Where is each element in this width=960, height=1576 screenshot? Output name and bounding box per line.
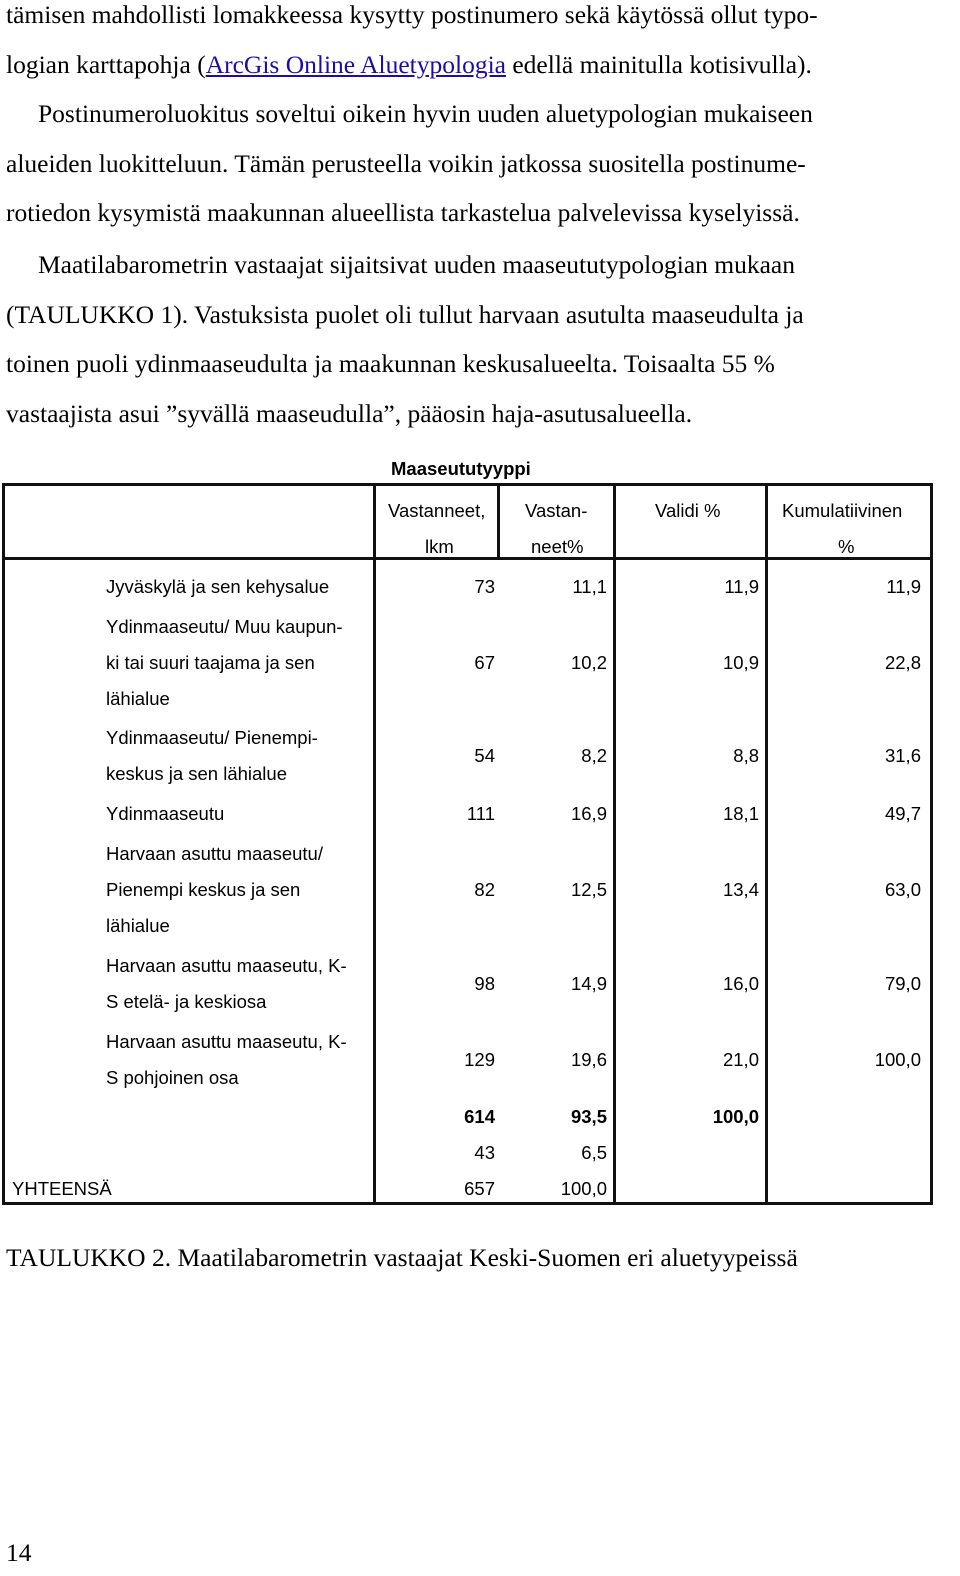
row-label-line: Ydinmaaseutu <box>106 803 225 824</box>
row-label <box>106 569 374 605</box>
row-label-line: Harvaan asuttu maaseutu/ <box>106 843 323 864</box>
text-line: (TAULUKKO 1). Vastuksista puolet oli tullut harvaan asutulta maaseudulta ja <box>6 299 804 329</box>
table-divider <box>765 483 768 1205</box>
cell-valid: 8,8 <box>733 745 759 766</box>
cell-cumulative: 63,0 <box>884 879 921 900</box>
table-caption: TAULUKKO 2. Maatilabarometrin vastaajat Keski-Suomen eri aluetyypeissä <box>6 1243 798 1272</box>
cell-count: 129 <box>464 1049 495 1070</box>
cell-valid: 18,1 <box>722 803 759 824</box>
page-number: 14 <box>6 1538 32 1567</box>
table-header-rule <box>2 557 933 560</box>
row-label-line: lähialue <box>106 915 170 936</box>
cell-cumulative: 79,0 <box>884 973 921 994</box>
row-label-line: lähialue <box>106 688 170 709</box>
cell-count: 67 <box>474 652 495 673</box>
row-label-line: Pienempi keskus ja sen <box>106 879 301 900</box>
text-line <box>6 40 954 90</box>
text-fragment: edellä mainitulla kotisivulla). <box>505 49 812 79</box>
row-label-line: Harvaan asuttu maaseutu, K- <box>106 955 347 976</box>
cell-cumulative: 11,9 <box>886 576 921 597</box>
cell-percent: 8,2 <box>581 745 607 766</box>
text-line: vastaajista asui ”syvällä maaseudulla”, pääosin haja-asutusalueella. <box>6 398 693 428</box>
cell-cumulative: 49,7 <box>884 803 921 824</box>
text-line: Postinumeroluokitus soveltui oikein hyvin uuden aluetypologian mukaiseen <box>38 99 813 129</box>
row-label <box>106 1024 374 1096</box>
row-label <box>106 720 374 792</box>
header-percent-2: neet% <box>531 536 584 557</box>
table-title: Maaseututyyppi <box>391 458 531 479</box>
cell-cumulative: 22,8 <box>884 652 921 673</box>
subtotal-count: 614 <box>464 1106 495 1127</box>
header-cumulative-2: % <box>838 536 855 557</box>
subtotal-percent: 93,5 <box>570 1106 607 1127</box>
cell-percent: 19,6 <box>570 1049 607 1070</box>
row-label-line: S pohjoinen osa <box>106 1067 239 1088</box>
cell-percent: 11,1 <box>572 576 607 597</box>
row-label-line: ki tai suuri taajama ja sen <box>106 652 315 673</box>
row-label-line: Harvaan asuttu maaseutu, K- <box>106 1031 347 1052</box>
table-divider <box>497 483 500 559</box>
cell-count: 82 <box>474 879 495 900</box>
arcgis-link[interactable]: ArcGis Online Aluetypologia <box>205 49 506 79</box>
paragraph-2 <box>6 240 954 438</box>
cell-percent: 16,9 <box>570 803 607 824</box>
row-label-line: keskus ja sen lähialue <box>106 763 287 784</box>
row-label <box>106 609 374 717</box>
text-line: Maatilabarometrin vastaajat sijaitsivat uuden maaseututypologian mukaan <box>38 250 795 279</box>
text-line: toinen puoli ydinmaaseudulta ja maakunnan keskusalueelta. Toisaalta 55 % <box>6 349 775 379</box>
total-percent: 100,0 <box>560 1178 607 1199</box>
header-cumulative-1: Kumulatiivinen <box>782 500 903 521</box>
row-label-line: Ydinmaaseutu/ Muu kaupun- <box>106 616 343 637</box>
cell-count: 73 <box>474 576 495 597</box>
total-count: 657 <box>464 1178 495 1199</box>
text-fragment: logian karttapohja ( <box>6 49 206 79</box>
cell-percent: 14,9 <box>570 973 607 994</box>
header-valid: Validi % <box>655 500 721 521</box>
cell-valid: 11,9 <box>724 576 759 597</box>
cell-valid: 13,4 <box>722 879 759 900</box>
cell-valid: 21,0 <box>722 1049 759 1070</box>
cell-valid: 16,0 <box>722 973 759 994</box>
table-divider <box>613 483 616 1205</box>
row-label <box>106 796 374 832</box>
missing-count: 43 <box>474 1142 495 1163</box>
paragraph-1 <box>6 0 954 238</box>
row-label <box>106 948 374 1020</box>
row-label-line: Ydinmaaseutu/ Pienempi- <box>106 727 318 748</box>
cell-count: 98 <box>474 973 495 994</box>
cell-percent: 12,5 <box>570 879 607 900</box>
cell-cumulative: 31,6 <box>884 745 921 766</box>
text-line: alueiden luokitteluun. Tämän perusteella voikin jatkossa suositella postinume- <box>6 148 806 178</box>
missing-percent: 6,5 <box>581 1142 607 1163</box>
total-label: YHTEENSÄ <box>12 1178 112 1199</box>
subtotal-valid: 100,0 <box>712 1106 759 1127</box>
cell-count: 111 <box>466 803 495 824</box>
row-label-line: S etelä- ja keskiosa <box>106 991 267 1012</box>
cell-percent: 10,2 <box>570 652 607 673</box>
text-line: rotiedon kysymistä maakunnan alueellista tarkastelua palvelevissa kyselyissä. <box>6 198 800 228</box>
row-label <box>106 836 374 944</box>
header-count-1: Vastanneet, <box>388 500 486 521</box>
cell-count: 54 <box>474 745 495 766</box>
cell-valid: 10,9 <box>722 652 759 673</box>
header-count-2: lkm <box>425 536 454 557</box>
header-percent-1: Vastan- <box>525 500 588 521</box>
row-label-line: Jyväskylä ja sen kehysalue <box>106 576 330 597</box>
cell-cumulative: 100,0 <box>874 1049 921 1070</box>
text-line: tämisen mahdollisti lomakkeessa kysytty postinumero sekä käytössä ollut typo- <box>6 0 818 29</box>
